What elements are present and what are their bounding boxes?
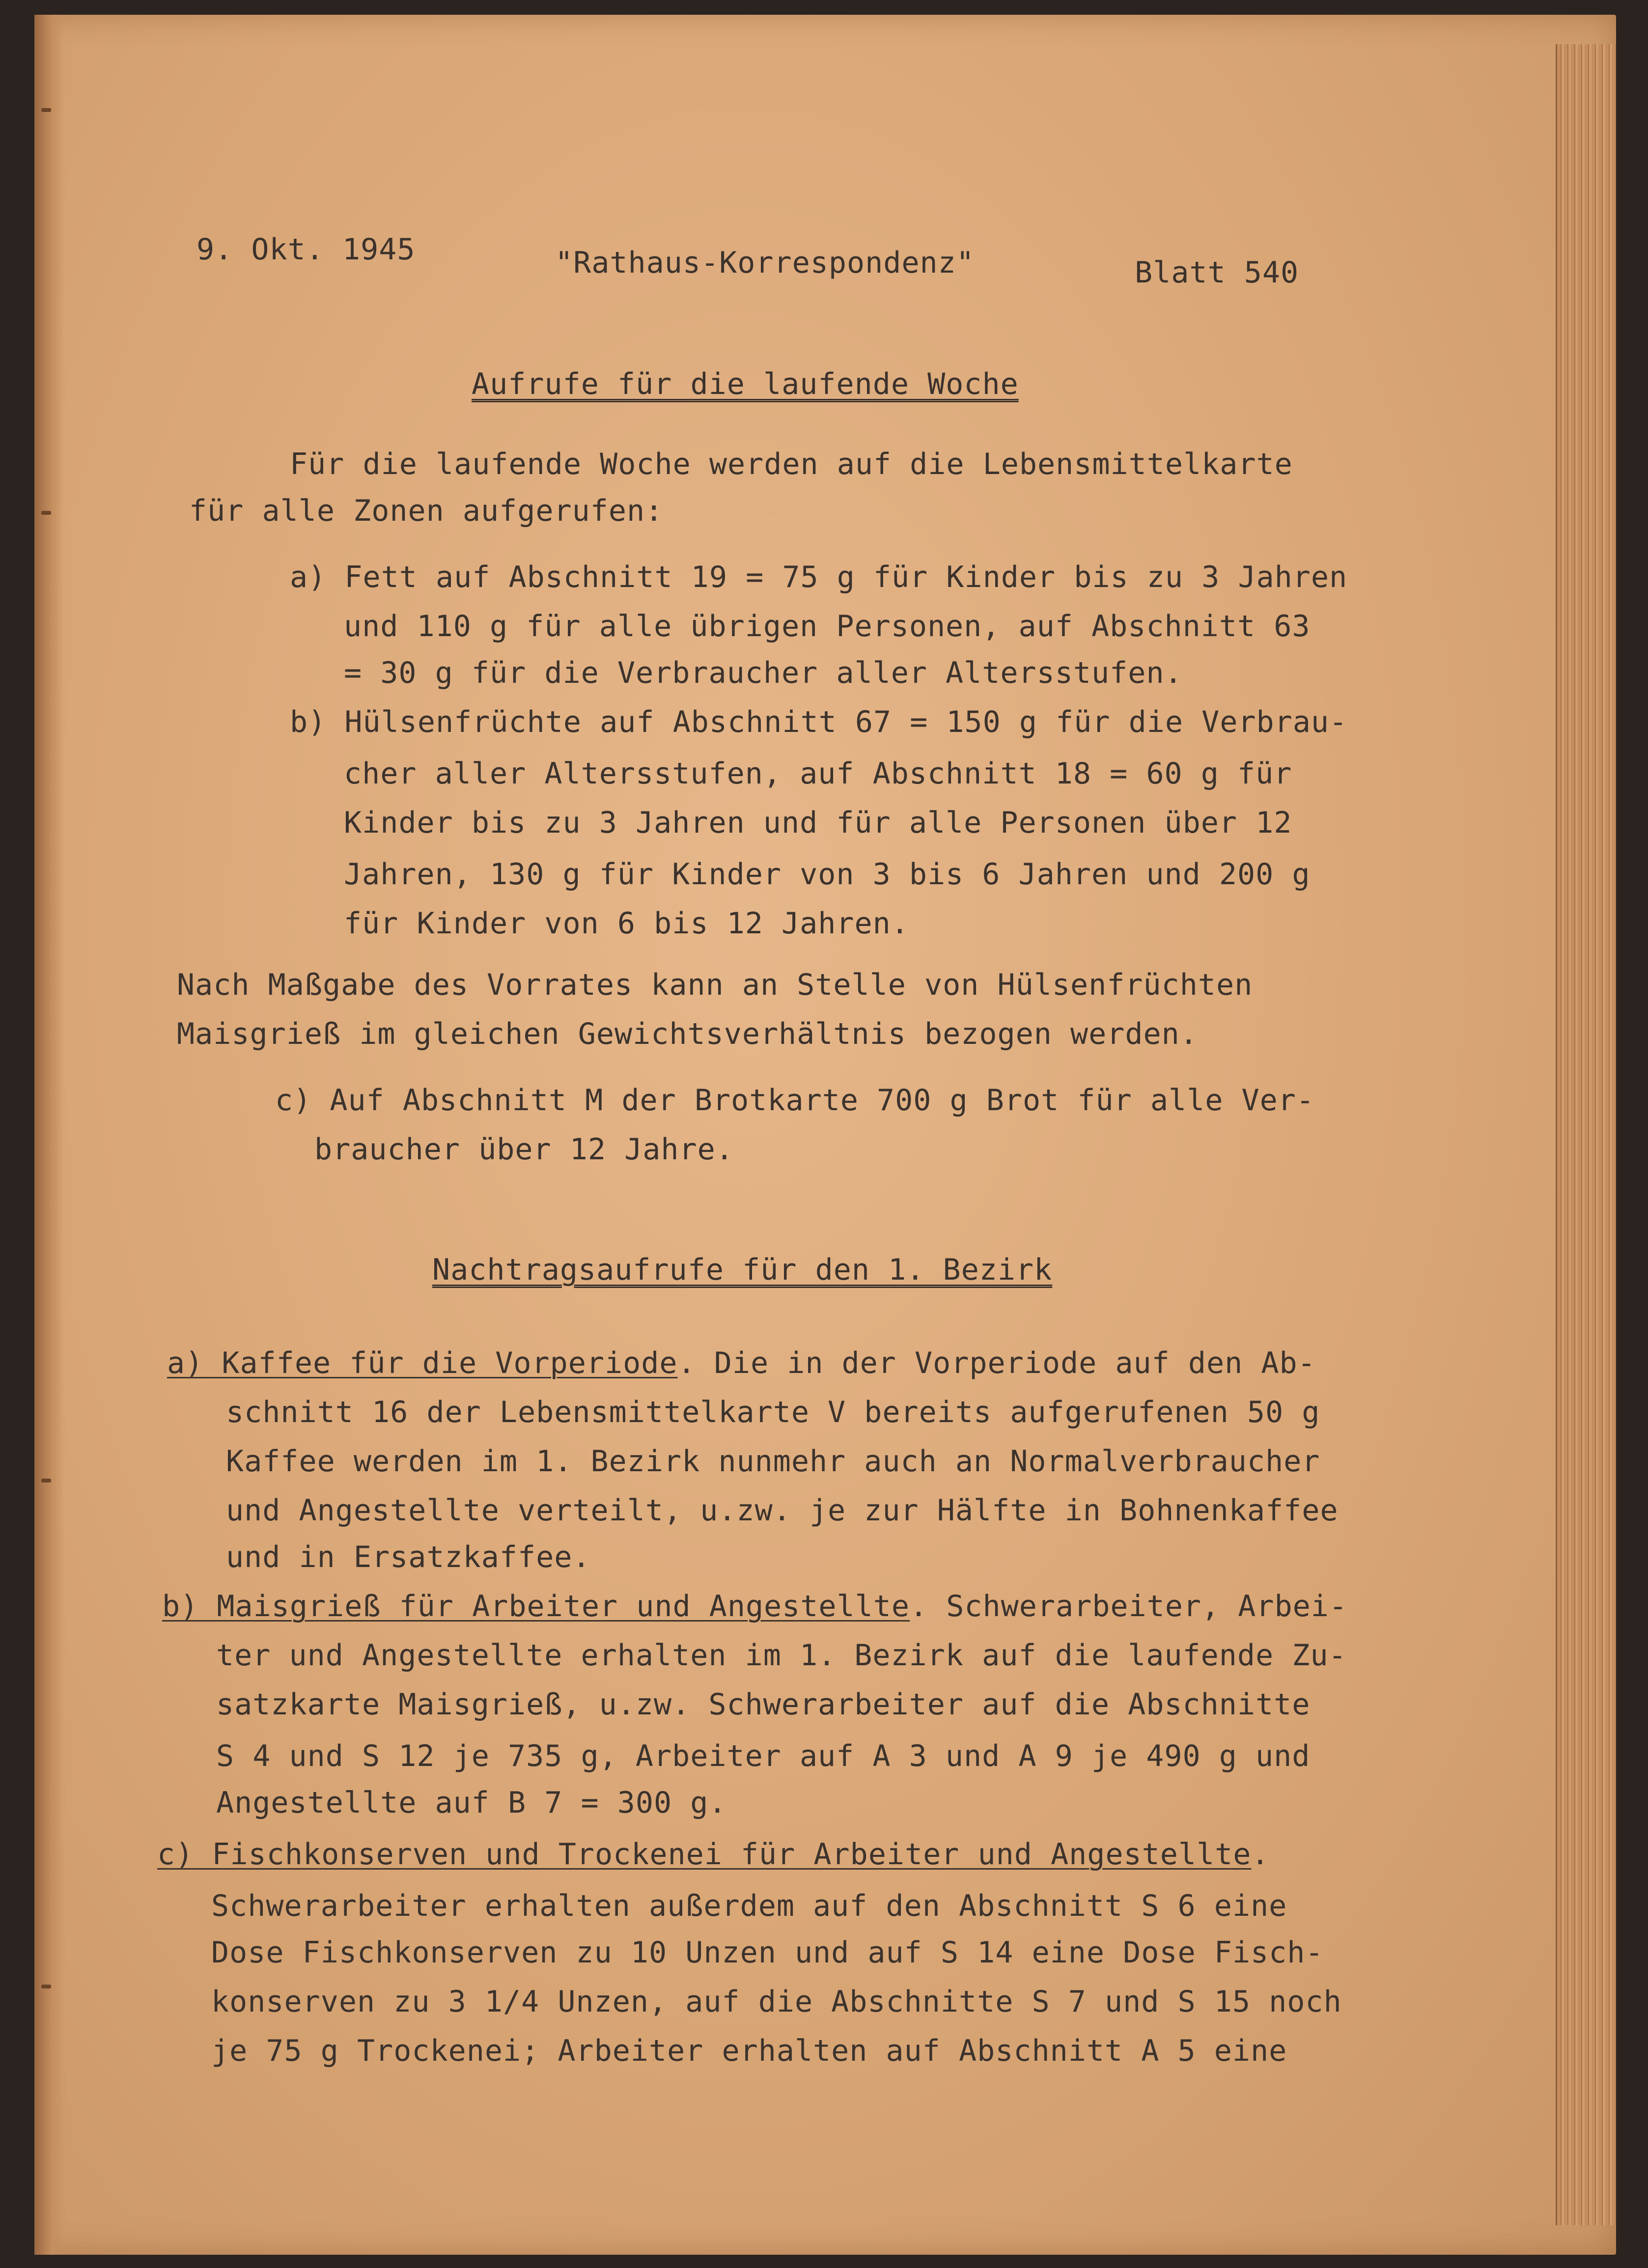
item-b-heading: b) Maisgrieß für Arbeiter und Angestellte <box>162 1589 910 1624</box>
item-c-line: c) Auf Abschnitt M der Brotkarte 700 g Brot für alle Ver- <box>275 1083 1315 1118</box>
item-b-line: ter und Angestellte erhalten im 1. Bezirk auf die laufende Zu- <box>216 1638 1347 1673</box>
item-b-line: b) Hülsenfrüchte auf Abschnitt 67 = 150 g für die Verbrau- <box>290 705 1348 739</box>
header-sheet-number: Blatt 540 <box>1135 255 1299 290</box>
binding-stitch <box>41 511 51 515</box>
binding-stitch <box>41 1985 51 1988</box>
item-b-line: Kinder bis zu 3 Jahren und für alle Personen über 12 <box>344 806 1292 840</box>
item-c-heading: c) Fischkonserven und Trockenei für Arbeiter und Angestellte <box>157 1837 1252 1872</box>
item-a-line: und in Ersatzkaffee. <box>226 1540 591 1574</box>
item-b-line: S 4 und S 12 je 735 g, Arbeiter auf A 3 und A 9 je 490 g und <box>216 1739 1311 1773</box>
header-date: 9. Okt. 1945 <box>196 232 416 267</box>
item-b-line: satzkarte Maisgrieß, u.zw. Schwerarbeiter auf die Abschnitte <box>216 1687 1311 1722</box>
item-c-entry <box>157 1837 1270 1872</box>
item-a-line: = 30 g für die Verbraucher aller Altersstufen. <box>344 656 1183 690</box>
item-c-line: Dose Fischkonserven zu 10 Unzen und auf S 14 eine Dose Fisch- <box>211 1935 1324 1970</box>
item-b-line: Jahren, 130 g für Kinder von 3 bis 6 Jahren und 200 g <box>344 857 1311 892</box>
intro-line: Für die laufende Woche werden auf die Lebensmittelkarte <box>290 447 1293 481</box>
item-a-line: schnitt 16 der Lebensmittelkarte V bereits aufgerufenen 50 g <box>226 1395 1320 1429</box>
item-b-line: cher aller Altersstufen, auf Abschnitt 18 = 60 g für <box>344 756 1292 791</box>
header-publication: "Rathaus-Korrespondenz" <box>555 246 975 280</box>
item-b-line: für Kinder von 6 bis 12 Jahren. <box>344 906 909 941</box>
item-a-line: Kaffee werden im 1. Bezirk nunmehr auch an Normalverbraucher <box>226 1444 1320 1479</box>
item-c-line: je 75 g Trockenei; Arbeiter erhalten auf Abschnitt A 5 eine <box>211 2034 1287 2068</box>
note-line: Maisgrieß im gleichen Gewichtsverhältnis bezogen werden. <box>177 1017 1198 1051</box>
note-line: Nach Maßgabe des Vorrates kann an Stelle von Hülsenfrüchten <box>177 968 1253 1002</box>
item-a-text: . Die in der Vorperiode auf den Ab- <box>677 1346 1316 1380</box>
binding-stitch <box>41 108 51 112</box>
item-c-line: Schwerarbeiter erhalten außerdem auf den Abschnitt S 6 eine <box>211 1889 1287 1923</box>
section-title-district-1: Nachtragsaufrufe für den 1. Bezirk <box>432 1253 1053 1287</box>
binding-stitch <box>41 1479 51 1483</box>
item-c-text: . <box>1251 1837 1270 1872</box>
item-b-line: Angestellte auf B 7 = 300 g. <box>216 1786 727 1820</box>
section-title-current-week: Aufrufe für die laufende Woche <box>472 367 1019 401</box>
page-binding <box>34 15 64 2255</box>
item-c-line: braucher über 12 Jahre. <box>314 1132 734 1167</box>
item-c-line: konserven zu 3 1/4 Unzen, auf die Abschnitte S 7 und S 15 noch <box>211 1985 1342 2019</box>
stacked-page-edges <box>1556 44 1616 2225</box>
item-a-line: und Angestellte verteilt, u.zw. je zur Hälfte in Bohnenkaffee <box>226 1493 1339 1528</box>
intro-line: für alle Zonen aufgerufen: <box>189 494 664 528</box>
item-a-heading: a) Kaffee für die Vorperiode <box>167 1346 678 1380</box>
item-b-text: . Schwerarbeiter, Arbei- <box>910 1589 1347 1624</box>
item-a-entry <box>167 1348 1316 1378</box>
item-b-entry <box>162 1589 1347 1624</box>
item-a-line: a) Fett auf Abschnitt 19 = 75 g für Kinder bis zu 3 Jahren <box>290 560 1348 594</box>
item-a-line: und 110 g für alle übrigen Personen, auf Abschnitt 63 <box>344 609 1311 644</box>
